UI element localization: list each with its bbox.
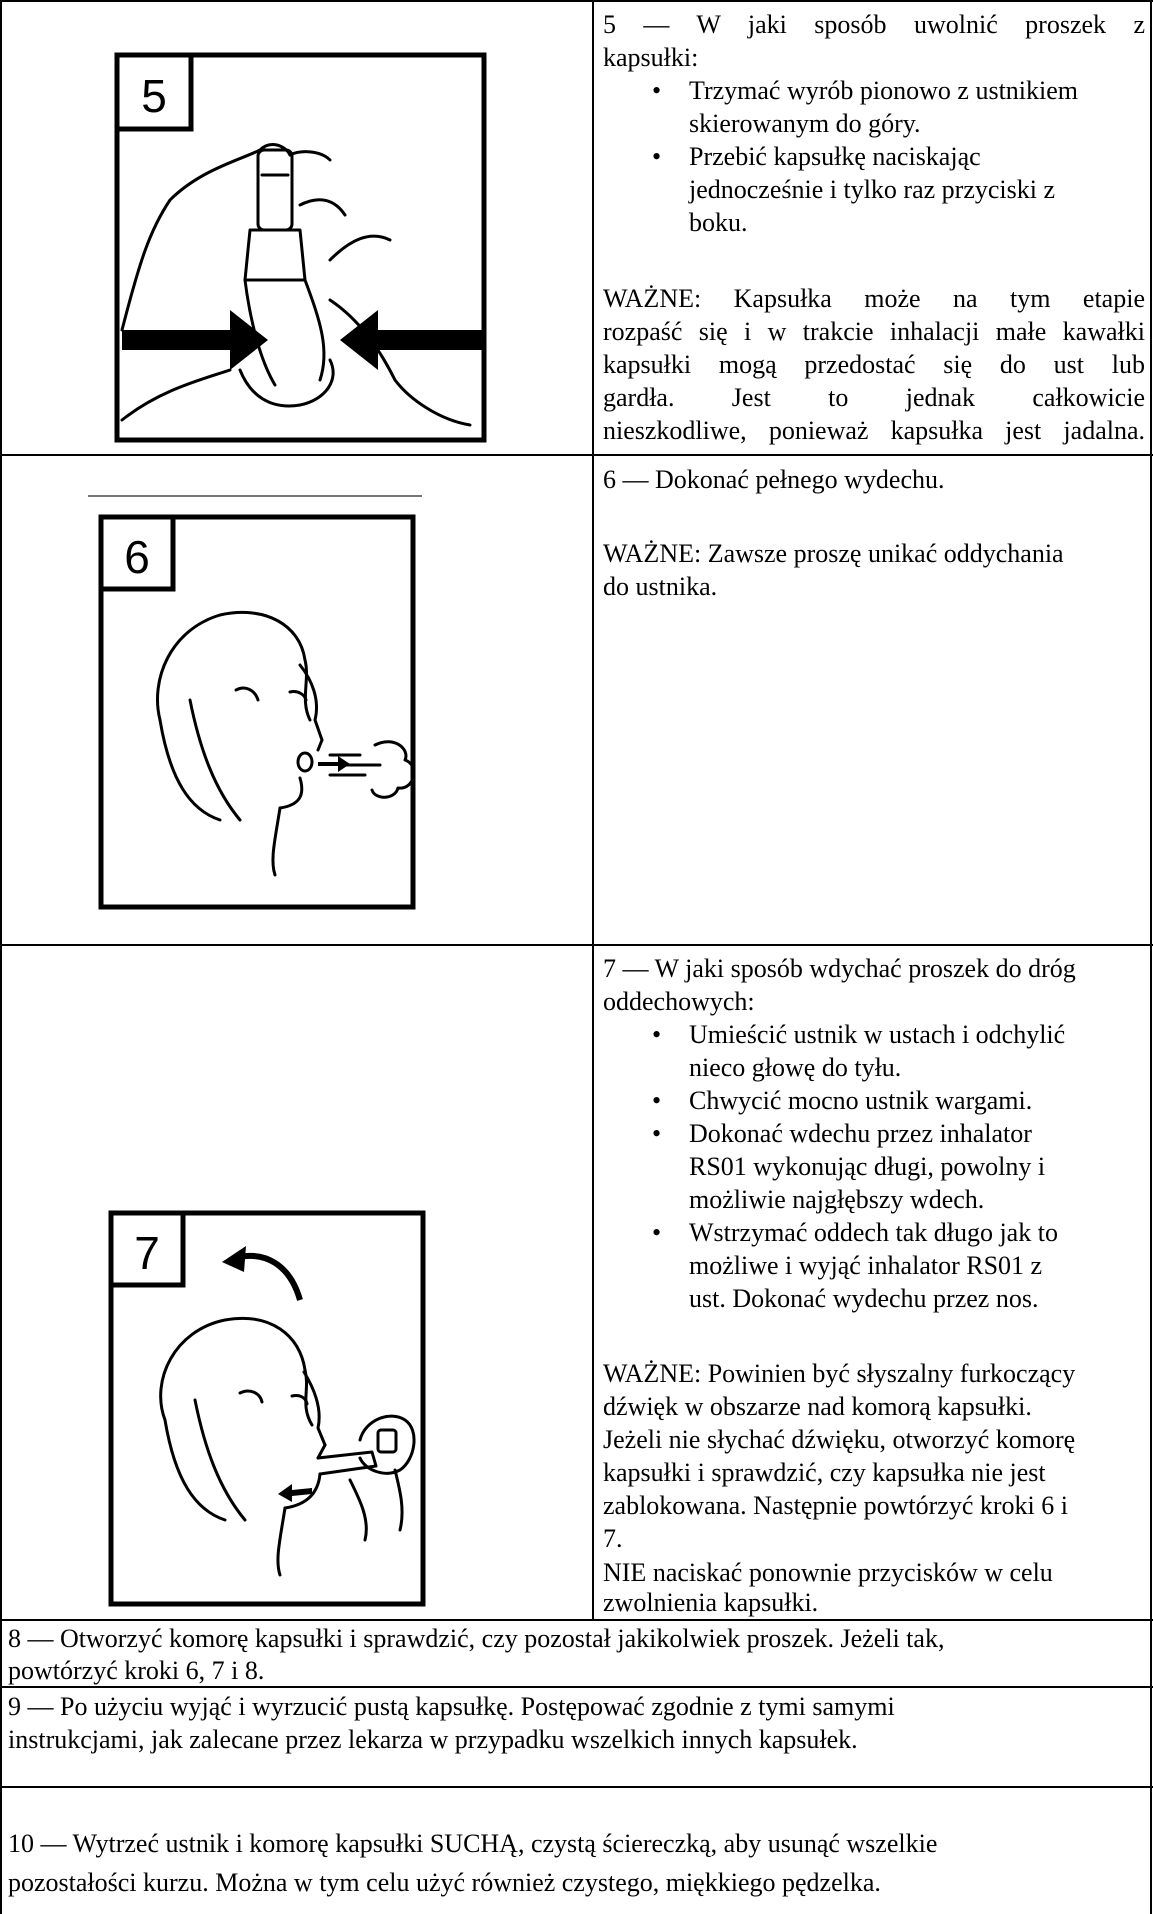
step5-bullet1-line1: Trzymać wyrób pionowo z ustnikiem: [689, 76, 1078, 105]
step7-important-line1: WAŻNE: Powinien być słyszalny furkoczący: [603, 1359, 1076, 1388]
step6-intro: 6 — Dokonać pełnego wydechu.: [603, 465, 945, 494]
step7-bullet4-line3: ust. Dokonać wydechu przez nos.: [689, 1284, 1039, 1313]
step8-line2: powtórzyć kroki 6, 7 i 8.: [8, 1656, 265, 1685]
step7-number: 7: [134, 1227, 160, 1279]
step9-line2: instrukcjami, jak zalecane przez lekarza w przypadku wszelkich innych kapsułek.: [8, 1725, 858, 1754]
step7-important-line4: kapsułki i sprawdzić, czy kapsułka nie jest: [603, 1458, 1046, 1487]
step7-note-line2: zwolnienia kapsułki.: [603, 1588, 819, 1617]
step7-bullet3-line3: możliwie najgłębszy wdech.: [689, 1185, 985, 1214]
step5-number: 5: [141, 70, 167, 122]
step7-bullet4-line2: możliwe i wyjąć inhalator RS01 z: [689, 1251, 1043, 1280]
step5-bullet2-line1: Przebić kapsułkę naciskając: [689, 142, 981, 171]
step5-bullet2-line2: jednocześnie i tylko raz przyciski z: [689, 175, 1056, 204]
bullet: •: [652, 76, 662, 105]
step7-bullet1-line2: nieco głowę do tyłu.: [689, 1053, 902, 1082]
step7-intro-line2: oddechowych:: [603, 987, 755, 1016]
step7-bullet3-line2: RS01 wykonując długi, powolny i: [689, 1152, 1046, 1181]
step7-important-line2: dźwięk w obszarze nad komorą kapsułki.: [603, 1392, 1032, 1421]
step9-line1: 9 — Po użyciu wyjąć i wyrzucić pustą kapsułkę. Postępować zgodnie z tymi samymi: [8, 1692, 895, 1721]
step10-line1: 10 — Wytrzeć ustnik i komorę kapsułki SUCHĄ, czystą ściereczką, aby usunąć wszelkie: [8, 1829, 938, 1858]
step5-important-line1: WAŻNE: Kapsułka może na tym etapie: [603, 284, 1145, 313]
step5-bullet2-line3: boku.: [689, 208, 748, 237]
step7-bullet1-line1: Umieścić ustnik w ustach i odchylić: [689, 1020, 1066, 1049]
step5-important-line3: kapsułki mogą przedostać się do ust lub: [603, 350, 1145, 379]
step8-line1: 8 — Otworzyć komorę kapsułki i sprawdzić, czy pozostał jakikolwiek proszek. Jeżeli tak,: [8, 1624, 945, 1653]
step6-number: 6: [124, 531, 150, 583]
step5-important-line5: nieszkodliwe, ponieważ kapsułka jest jadalna.: [603, 416, 1145, 445]
step7-note-line1: NIE naciskać ponownie przycisków w celu: [603, 1558, 1053, 1587]
step5-intro-line2: kapsułki:: [603, 43, 699, 72]
bullet: •: [652, 142, 662, 171]
step7-intro-line1: 7 — W jaki sposób wdychać proszek do dróg: [603, 954, 1076, 983]
step7-important-line5: zablokowana. Następnie powtórzyć kroki 6 i: [603, 1491, 1068, 1520]
step7-important-line3: Jeżeli nie słychać dźwięku, otworzyć komorę: [603, 1425, 1076, 1454]
step7-bullet2-line1: Chwycić mocno ustnik wargami.: [689, 1086, 1033, 1115]
step5-intro-line1: 5 — W jaki sposób uwolnić proszek z: [603, 10, 1145, 39]
step7-important-line6: 7.: [603, 1524, 623, 1553]
step6-important-line1: WAŻNE: Zawsze proszę unikać oddychania: [603, 539, 1064, 568]
step5-important-line4: gardła. Jest to jednak całkowicie: [603, 383, 1145, 412]
step6-important-line2: do ustnika.: [603, 572, 718, 601]
step5-bullet1-line2: skierowanym do góry.: [689, 109, 921, 138]
step7-bullet4-line1: Wstrzymać oddech tak długo jak to: [689, 1218, 1058, 1247]
bullet: •: [652, 1218, 662, 1247]
bullet: •: [652, 1119, 662, 1148]
bullet: •: [652, 1086, 662, 1115]
bullet: •: [652, 1020, 662, 1049]
step7-bullet3-line1: Dokonać wdechu przez inhalator: [689, 1119, 1032, 1148]
step5-important-line2: rozpaść się i w trakcie inhalacji małe kawałki: [603, 317, 1145, 346]
step10-line2: pozostałości kurzu. Można w tym celu użyć również czystego, miękkiego pędzelka.: [8, 1868, 881, 1897]
